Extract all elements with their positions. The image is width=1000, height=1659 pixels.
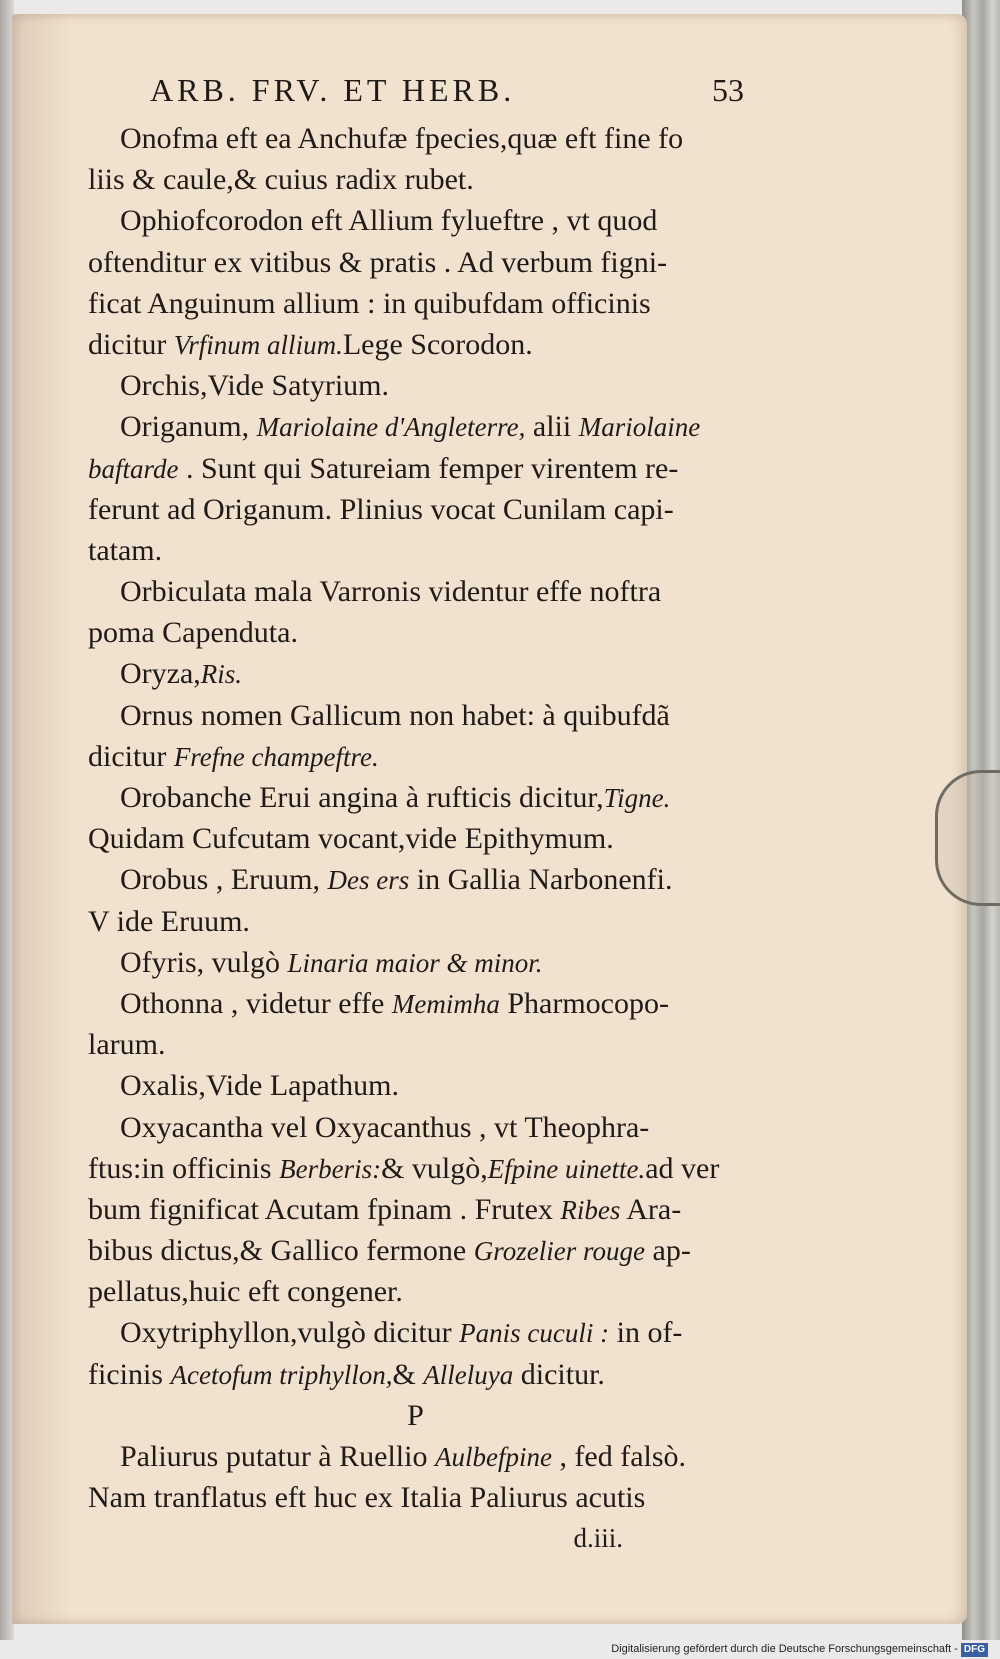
text-segment: & — [392, 1357, 424, 1391]
gutter-shadow — [12, 14, 72, 1624]
italic-segment: Berberis: — [279, 1153, 382, 1184]
text-segment: ferunt ad Origanum. Plinius vocat Cunilam capi- — [88, 492, 674, 526]
text-segment: Oxyacantha vel Oxyacanthus , vt Theophra- — [120, 1110, 650, 1144]
text-segment: Nam tranflatus eft huc ex Italia Paliurus acutis — [88, 1481, 646, 1515]
text-segment: Ornus nomen Gallicum non habet: à quibufdã — [120, 698, 670, 732]
text-segment: Origanum, — [120, 410, 257, 444]
section-letter — [88, 1395, 743, 1436]
text-line — [88, 901, 743, 942]
text-segment: Ara- — [620, 1192, 682, 1226]
text-segment: larum. — [88, 1028, 166, 1062]
text-line — [88, 1354, 743, 1395]
text-line — [88, 159, 743, 200]
text-segment: Pharmocopo- — [499, 986, 669, 1020]
text-segment: dicitur — [88, 739, 174, 773]
text-line — [88, 448, 743, 489]
text-line — [88, 1065, 743, 1106]
text-segment: Lege Scorodon. — [342, 327, 533, 361]
text-line — [88, 571, 743, 612]
bookmark-ribbon — [935, 770, 1000, 906]
body-text — [88, 118, 743, 1560]
text-line — [88, 942, 743, 983]
italic-segment: Alleluya — [423, 1359, 514, 1390]
dfg-logo: DFG — [961, 1643, 988, 1657]
text-line — [88, 406, 743, 447]
italic-segment: Aulbefpine — [434, 1442, 552, 1472]
text-segment: Ofyris, vulgò — [120, 945, 288, 979]
text-line — [88, 365, 743, 406]
text-line — [88, 1024, 743, 1065]
text-segment: d.iii. — [573, 1523, 623, 1554]
text-line — [88, 1189, 743, 1230]
text-line — [88, 530, 743, 571]
italic-segment: Panis cuculi : — [459, 1318, 610, 1349]
text-line — [88, 1271, 743, 1312]
italic-segment: Mariolaine d'Angleterre, — [256, 412, 526, 443]
text-line — [88, 1436, 743, 1477]
italic-segment: Vrfinum allium. — [173, 329, 343, 360]
text-line — [88, 1477, 743, 1518]
text-segment: ad ver — [645, 1151, 720, 1185]
italic-segment: Efpine uinette. — [487, 1153, 646, 1184]
text-segment: Oryza, — [120, 657, 201, 691]
text-line — [88, 1107, 743, 1148]
italic-segment: Frefne champeftre. — [173, 741, 379, 772]
text-line — [88, 283, 743, 324]
text-segment: Onofma eft ea Anchufæ fpecies,quæ eft fine fo — [120, 122, 684, 155]
text-line — [88, 695, 743, 736]
italic-segment: Des ers — [327, 865, 410, 896]
italic-segment: Acetofum triphyllon, — [170, 1359, 393, 1390]
text-line — [88, 324, 743, 365]
text-segment: in Gallia Narbonenfi. — [409, 863, 673, 897]
text-line — [88, 118, 743, 159]
signature-mark — [88, 1518, 743, 1559]
text-segment: dicitur. — [513, 1357, 605, 1391]
text-segment: Oxytriphyllon,vulgò dicitur — [120, 1316, 460, 1350]
text-segment: liis & caule,& cuius radix rubet. — [88, 163, 474, 197]
text-segment: , fed falsò. — [551, 1440, 687, 1473]
text-line — [88, 736, 743, 777]
italic-segment: Linaria maior & minor. — [287, 947, 543, 978]
text-segment: ficinis — [88, 1357, 171, 1391]
text-segment: Quidam Cufcutam vocant,vide Epithymum. — [88, 822, 614, 856]
italic-segment: Mariolaine — [578, 412, 701, 443]
text-line — [88, 653, 743, 694]
text-line — [88, 777, 743, 818]
text-line — [88, 489, 743, 530]
text-segment: ftus:in officinis — [88, 1151, 280, 1185]
digitization-credit — [611, 1640, 988, 1659]
text-segment: in of- — [609, 1316, 683, 1350]
credit-text: Digitalisierung gefördert durch die Deutsche Forschungsgemeinschaft - — [611, 1643, 958, 1655]
text-line — [88, 818, 743, 859]
text-line — [88, 859, 743, 900]
text-segment: bibus dictus,& Gallico fermone — [88, 1234, 474, 1268]
italic-segment: Grozelier rouge — [473, 1236, 645, 1267]
text-segment: P — [407, 1398, 424, 1432]
text-line — [88, 612, 743, 653]
text-segment: tatam. — [88, 533, 163, 567]
text-segment: Othonna , videtur effe — [120, 986, 392, 1020]
text-line — [88, 200, 743, 241]
text-segment: Paliurus putatur à Ruellio — [120, 1440, 435, 1473]
italic-segment: Ribes — [560, 1194, 621, 1225]
text-segment: bum fignificat Acutam fpinam . Frutex — [88, 1192, 561, 1226]
running-title: ARB. FRV. ET HERB. — [150, 72, 516, 108]
text-segment: Orobanche Erui angina à rufticis dicitur, — [120, 781, 604, 814]
text-segment: Orchis,Vide Satyrium. — [120, 369, 389, 403]
text-segment: dicitur — [88, 327, 174, 361]
text-line — [88, 1230, 743, 1271]
text-segment: ap- — [645, 1234, 691, 1268]
text-line — [88, 242, 743, 283]
text-segment: . Sunt qui Satureiam femper virentem re- — [178, 451, 679, 485]
text-line — [88, 1312, 743, 1353]
text-line — [88, 983, 743, 1024]
text-segment: Oxalis,Vide Lapathum. — [120, 1069, 399, 1103]
text-segment: pellatus,huic eft congener. — [88, 1275, 403, 1309]
text-segment: ficat Anguinum allium : in quibufdam officinis — [88, 286, 651, 320]
text-segment: Orbiculata mala Varronis videntur effe noftra — [120, 575, 662, 609]
italic-segment: baftarde — [88, 453, 179, 484]
text-segment: alii — [525, 410, 579, 444]
italic-segment: Memimha — [391, 988, 500, 1019]
italic-segment: Ris. — [200, 659, 243, 690]
page-number: 53 — [712, 72, 744, 108]
text-segment: poma Capenduta. — [88, 616, 298, 650]
text-segment: & vulgò, — [381, 1151, 488, 1185]
text-segment: Ophiofcorodon eft Allium fylueftre , vt quod — [120, 204, 658, 238]
text-segment: V ide Eruum. — [88, 904, 250, 938]
text-segment: oftenditur ex vitibus & pratis . Ad verbum figni- — [88, 245, 668, 279]
italic-segment: Tigne. — [603, 783, 671, 813]
text-line — [88, 1148, 743, 1189]
text-segment: Orobus , Eruum, — [120, 863, 328, 897]
